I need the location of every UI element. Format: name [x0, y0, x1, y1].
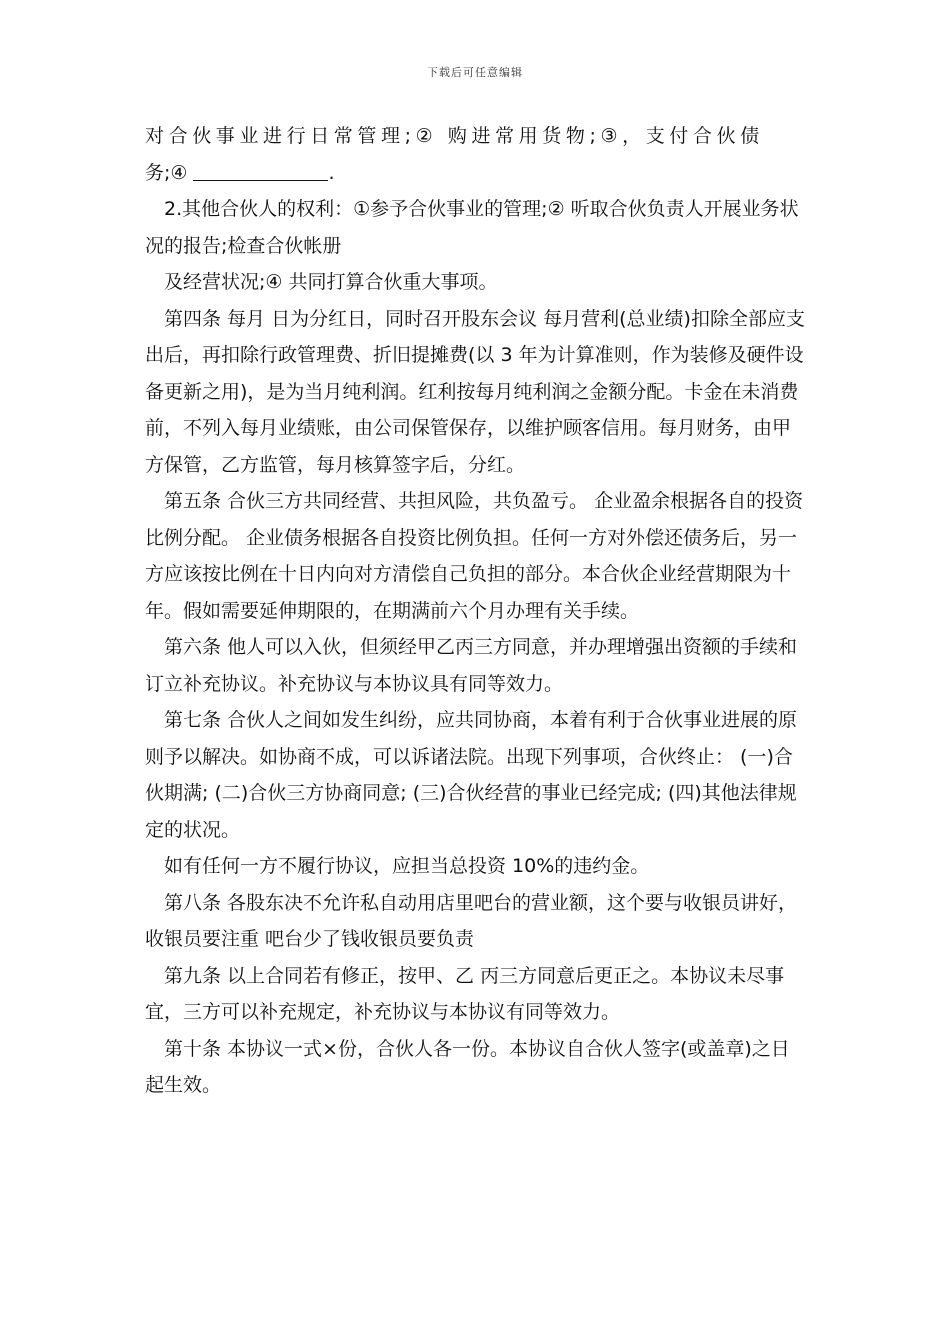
penalty-clause: 如有任何一方不履行协议，应担当总投资 10%的违约金。 — [164, 855, 650, 877]
paragraph-duties-cont — [145, 155, 807, 192]
paragraph-duties-line2: 务;④ — [145, 161, 194, 184]
page-header: 下载后可任意编辑 — [427, 66, 523, 79]
article-4: 第四条 每月 日为分红日，同时召开股东会议 每月营利(总业绩)扣除全部应支出后，再扣除行政管理费、折旧提摊费(以 3 年为计算准则，作为装修及硬件设备更新之用)，是为当月纯利润。红利按每月纯利润之金额分配。卡金在未消费前，不列入每月业绩账，由公司保管保存，以维护顾客信用。每月财务，由甲方保管，乙方监管，每月核算签字后，分红。 — [145, 307, 805, 476]
paragraph-duties-end: . — [328, 161, 335, 184]
article-8: 第八条 各股东决不允许私自动用店里吧台的营业额，这个要与收银员讲好，收银员要注重 吧台少了钱收银员要负责 — [145, 891, 798, 950]
document-body — [145, 118, 807, 1104]
paragraph-duties-line1: 对合伙事业进行日常管理;② 购进常用货物;③，支付合伙债 — [145, 125, 764, 147]
article-6: 第六条 他人可以入伙，但须经甲乙丙三方同意，并办理增强出资额的手续和订立补充协议。补充协议与本协议具有同等效力。 — [145, 636, 798, 695]
paragraph-partner-rights-cont: 及经营状况;④ 共同打算合伙重大事项。 — [164, 271, 498, 293]
article-9: 第九条 以上合同若有修正，按甲、乙 丙三方同意后更正之。本协议未尽事宜，三方可以补充规定，补充协议与本协议有同等效力。 — [145, 964, 785, 1023]
article-10: 第十条 本协议一式×份，合伙人各一份。本协议自合伙人签字(或盖章)之日起生效。 — [145, 1037, 790, 1096]
fill-in-blank — [193, 160, 328, 181]
paragraph-partner-rights: 2.其他合伙人的权利：①参予合伙事业的管理;② 听取合伙负责人开展业务状况的报告;检查合伙帐册 — [145, 198, 799, 257]
article-5: 第五条 合伙三方共同经营、共担风险，共负盈亏。 企业盈余根据各自的投资比例分配。 企业债务根据各自投资比例负担。任何一方对外偿还债务后，另一方应该按比例在十日内向对方清偿自己负担的部分。本合伙企业经营期限为十年。假如需要延伸期限的，在期满前六个月办理有关手续。 — [145, 490, 804, 622]
article-7: 第七条 合伙人之间如发生纠纷，应共同协商，本着有利于合伙事业进展的原则予以解决。如协商不成，可以诉诸法院。出现下列事项，合伙终止： (一)合伙期满; (二)合伙三方协商同意; (三)合伙经营的事业已经完成; (四)其他法律规定的状况。 — [145, 709, 798, 841]
paragraph-duties — [145, 118, 807, 155]
